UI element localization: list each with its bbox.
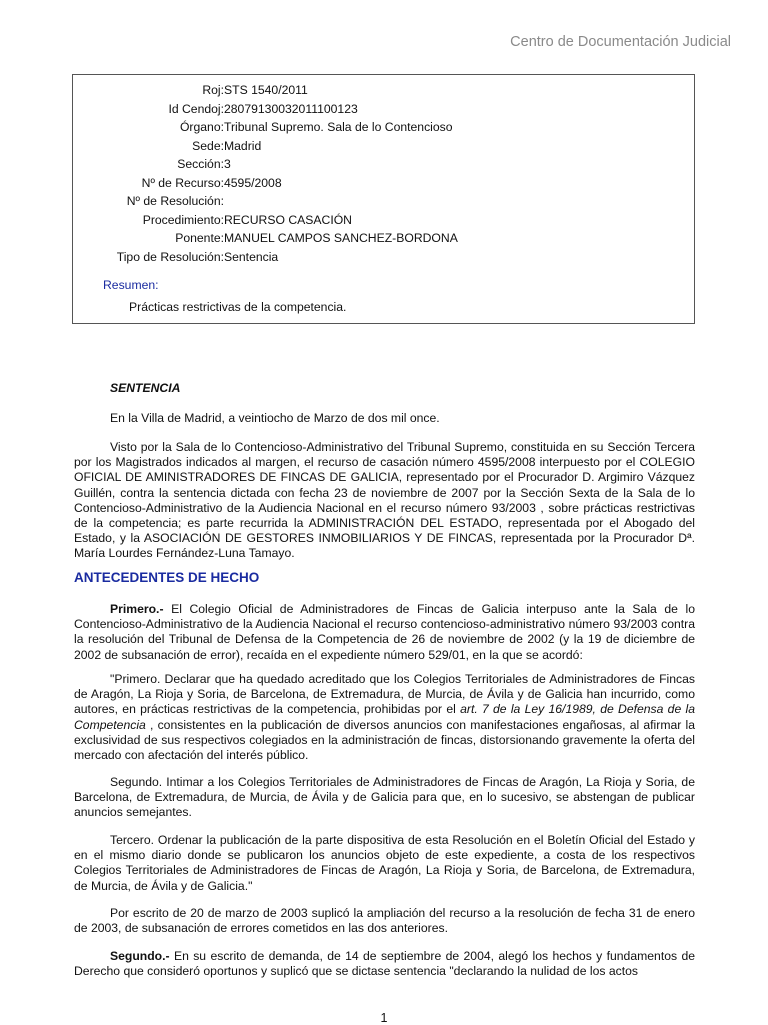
meta-value: Madrid [224,138,262,153]
paragraph-quote-primero [74,672,695,763]
meta-label: Roj: [202,83,224,97]
meta-label: Ponente: [175,231,224,245]
quote-primero-text-a: "Primero. Declarar que ha quedado acreditado que los Colegios Territoriales de Administradores de Fincas de Aragón, La Rioja y Soria, de Barcelona, de Extremadura, de Murcia, de Ávila y de Galicia han incurrido, como autores, en prácticas restrictivas de la competencia, prohibidas por el [74,672,695,717]
resumen-label: Resumen: [103,278,159,292]
paragraph-primero [74,602,695,663]
meta-label: Id Cendoj: [168,101,224,116]
meta-value: Sentencia [224,249,279,264]
law-reference: art. 7 de la Ley 16/1989, de Defensa de la Competencia [74,702,695,732]
meta-label: Tipo de Resolución: [116,249,224,264]
resumen-text: Prácticas restrictivas de la competencia. [129,300,347,314]
paragraph-place-date: En la Villa de Madrid, a veintiocho de Marzo de dos mil once. [110,411,440,425]
primero-lead: Primero.- [110,602,164,616]
meta-value: Tribunal Supremo. Sala de lo Contencioso [224,120,453,134]
meta-value: 28079130032011100123 [224,101,358,116]
primero-text: El Colegio Oficial de Administradores de Fincas de Galicia interpuso ante la Sala de lo Contencioso-Administrativo de la Audiencia Nacional el recurso contencioso-administrativo número 93/2003 contra la resolución del Tribunal de Defensa de la Competencia de 26 de noviembre de 2002 (y la 19 de diciembre de 2002 de subsanación de error), recaída en el expediente número 529/01, en la que se acordó: [74,602,695,662]
meta-value: 4595/2008 [224,175,282,190]
paragraph-quote-tercero: Tercero. Ordenar la publicación de la parte dispositiva de esta Resolución en el Boletín Oficial del Estado y en el mismo diario donde se publicaron los anuncios objeto de este expediente, a costa de los respectivos Colegios Territoriales de Administradores de Fincas de Aragón, La Rioja y Soria, de Barcelona, de Extremadura, de Murcia, de Ávila y de Galicia." [74,833,695,893]
meta-label: Nº de Recurso: [141,175,224,190]
paragraph-quote-segundo: Segundo. Intimar a los Colegios Territoriales de Administradores de Fincas de Aragón, La Rioja y Soria, de Barcelona, de Extremadura, de Murcia, de Ávila y de Galicia para que, en lo sucesivo, se abstengan de publicar anuncios semejantes. [74,775,695,820]
meta-value: MANUEL CAMPOS SANCHEZ-BORDONA [224,231,458,245]
meta-label: Órgano: [179,120,224,134]
sentencia-title: SENTENCIA [110,381,181,395]
paragraph-escrito: Por escrito de 20 de marzo de 2003 suplicó la ampliación del recurso a la resolución de fecha 31 de enero de 2003, de subsanación de errores cometidos en las dos anteriores. [74,906,695,936]
meta-label: Sede: [192,138,224,153]
meta-value: 3 [224,157,231,171]
heading-antecedentes: ANTECEDENTES DE HECHO [74,570,260,585]
page-number: 1 [380,1011,388,1025]
paragraph-segundo [74,949,695,979]
paragraph-visto: Visto por la Sala de lo Contencioso-Administrativo del Tribunal Supremo, constituida en su Sección Tercera por los Magistrados indicados al margen, el recurso de casación número 4595/2008 interpuesto por el COLEGIO OFICIAL DE AMINISTRADORES DE FINCAS DE GALICIA, representado por el Procurador D. Argimiro Vázquez Guillén, contra la sentencia dictada con fecha 23 de noviembre de 2007 por la Sección Sexta de la Sala de lo Contencioso-Administrativo de la Audiencia Nacional en el recurso número 93/2003 , sobre prácticas restrictivas de la competencia; es parte recurrida la ADMINISTRACIÓN DEL ESTADO, representada por el Abogado del Estado, y la ASOCIACIÓN DE GESTORES INMOBILIARIOS Y DE FINCAS, representada por la Procurador Dª. María Lourdes Fernández-Luna Tamayo. [74,440,695,561]
meta-value: RECURSO CASACIÓN [224,212,352,227]
segundo-text: En su escrito de demanda, de 14 de septiembre de 2004, alegó los hechos y fundamentos de Derecho que consideró oportunos y suplicó que se dictase sentencia "declarando la nulidad de los actos [74,949,695,979]
meta-label: Nº de Resolución: [126,194,224,208]
metadata-box [72,74,695,324]
document-center-header: Centro de Documentación Judicial [510,34,731,50]
meta-value: STS 1540/2011 [224,83,308,97]
segundo-lead: Segundo.- [110,949,170,963]
quote-primero-text-b: , consistentes en la publicación de diversos anuncios con manifestaciones engañosas, al afirmar la exclusividad de sus respectivos colegiados en la administración de fincas, distorsionando gravemente la oferta del mercado con afectación del interés público. [74,717,695,763]
meta-label: Sección: [177,157,224,171]
meta-label: Procedimiento: [142,212,224,227]
